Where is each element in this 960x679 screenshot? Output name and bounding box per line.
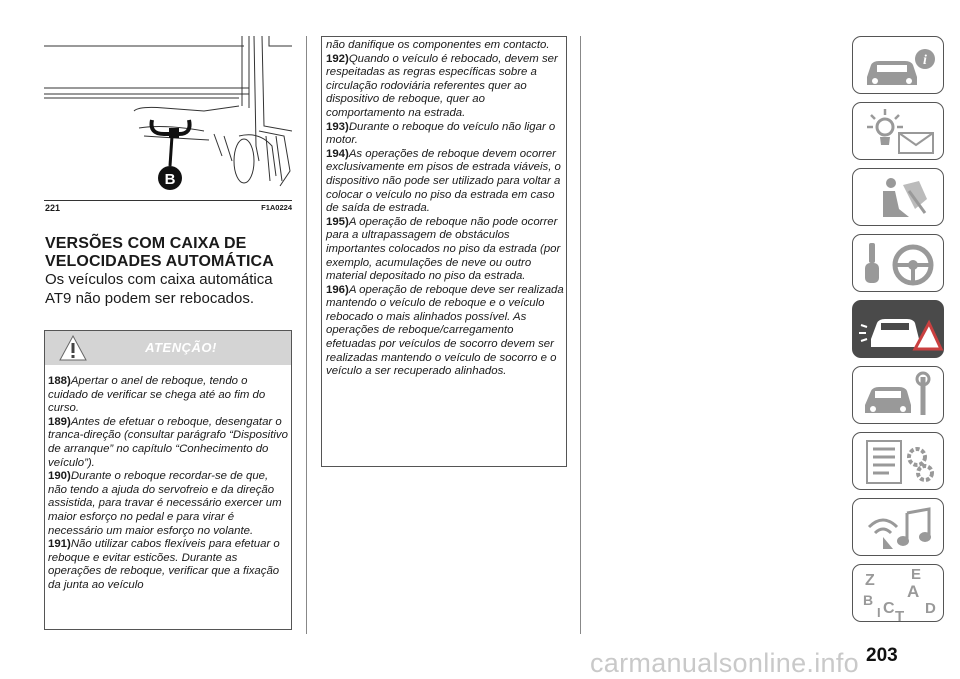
svg-text:I: I xyxy=(877,605,881,620)
section-title-line1: VERSÕES COM CAIXA DE xyxy=(45,235,247,252)
section-title-line2: VELOCIDADES AUTOMÁTICA xyxy=(45,253,274,270)
svg-text:E: E xyxy=(911,566,922,583)
car-maintenance-icon xyxy=(853,367,945,425)
watermark: carmanualsonline.info xyxy=(590,648,859,678)
notes-right xyxy=(326,39,566,379)
svg-text:D: D xyxy=(925,600,936,617)
warning-lights-icon xyxy=(853,103,945,161)
section-title xyxy=(45,235,295,271)
note-item: 188)Apertar o anel de reboque, tendo o cuidado de verificar se chega até ao fim do curso. xyxy=(48,375,266,415)
page-number: 203 xyxy=(866,645,898,666)
note-item: 192)Quando o veículo é rebocado, devem ser respeitadas as regras específicas sobre a circulação rodoviária referentes quer ao dispositivo de reboque, quer ao comportamento na estrada. xyxy=(326,52,558,119)
svg-text:A: A xyxy=(907,582,920,601)
figure-rule xyxy=(44,200,292,201)
column-divider xyxy=(306,36,307,634)
notes-left xyxy=(48,375,288,593)
key-steering-wheel-icon xyxy=(853,235,945,293)
svg-text:T: T xyxy=(895,608,905,623)
note-item: 191)Não utilizar cabos flexíveis para efetuar o reboque e evitar esticões. Durante as operações de reboque, verificar que a fixação da junta ao veículo xyxy=(48,538,280,591)
tab-starting-driving[interactable] xyxy=(852,234,944,292)
tab-safety[interactable] xyxy=(852,168,944,226)
emergency-breakdown-icon xyxy=(853,301,945,359)
section-text: Os veículos com caixa automática AT9 não podem ser rebocados. xyxy=(45,271,273,307)
column-divider xyxy=(580,36,581,634)
alphabetical-index-icon xyxy=(853,565,945,623)
note-continuation: não danifique os componentes em contacto. xyxy=(326,39,550,51)
callout-label: B xyxy=(164,171,176,188)
tab-maintenance[interactable] xyxy=(852,366,944,424)
tab-technical-data[interactable] xyxy=(852,432,944,490)
tab-multimedia[interactable] xyxy=(852,498,944,556)
svg-text:B: B xyxy=(863,592,874,608)
warning-title: ATENÇÃO! xyxy=(145,340,217,355)
note-item: 195)A operação de reboque não pode ocorrer para a ultrapassagem de obstáculos importantes colocados no piso da estrada (por exemplo, acumulações de neve ou outro material depositado no piso da estrada. xyxy=(326,215,561,283)
warning-header xyxy=(45,331,291,365)
note-item: 189)Antes de efetuar o reboque, desengatar o tranca-direção (consultar parágrafo “Dispositivo de arranque” no capítulo “Conhecimento do veículo”). xyxy=(48,415,288,469)
svg-text:Z: Z xyxy=(865,572,875,589)
svg-text:C: C xyxy=(883,600,895,617)
note-item: 190)Durante o reboque recordar-se de que, não tendo a ajuda do servofreio e da direção assistida, para travar é necessário exercer um maior esforço no pedal e para virar é necessário um maior esforço no volante. xyxy=(48,470,282,537)
specifications-gears-icon xyxy=(853,433,945,491)
note-item: 193)Durante o reboque do veículo não ligar o motor. xyxy=(326,120,556,147)
tab-index[interactable] xyxy=(852,564,944,622)
tow-hook-illustration xyxy=(44,36,292,196)
car-info-icon xyxy=(853,37,945,95)
tab-vehicle-info[interactable] xyxy=(852,36,944,94)
airbag-seat-icon xyxy=(853,169,945,227)
note-item: 196)A operação de reboque deve ser realizada mantendo o veículo de reboque e o veículo rebocado o mais alinhados possível. As operações de reboque/carregamento efetuadas por veículos de socorro devem ser realizadas mantendo o veículo de socorro e o veículo a ser recuperado alinhados. xyxy=(326,283,564,378)
tab-warning-lights[interactable] xyxy=(852,102,944,160)
svg-text:i: i xyxy=(923,53,927,68)
tab-emergency[interactable] xyxy=(852,300,944,358)
note-item: 194)As operações de reboque devem ocorrer exclusivamente em pisos de estrada viáveis, o dispositivo não pode ser utilizado para voltar a colocar o veículo no piso da estrada em caso de saída de estrada. xyxy=(326,147,561,215)
figure-code: F1A0224 xyxy=(261,203,292,212)
multimedia-icon xyxy=(853,499,945,557)
figure-number: 221 xyxy=(45,203,61,213)
